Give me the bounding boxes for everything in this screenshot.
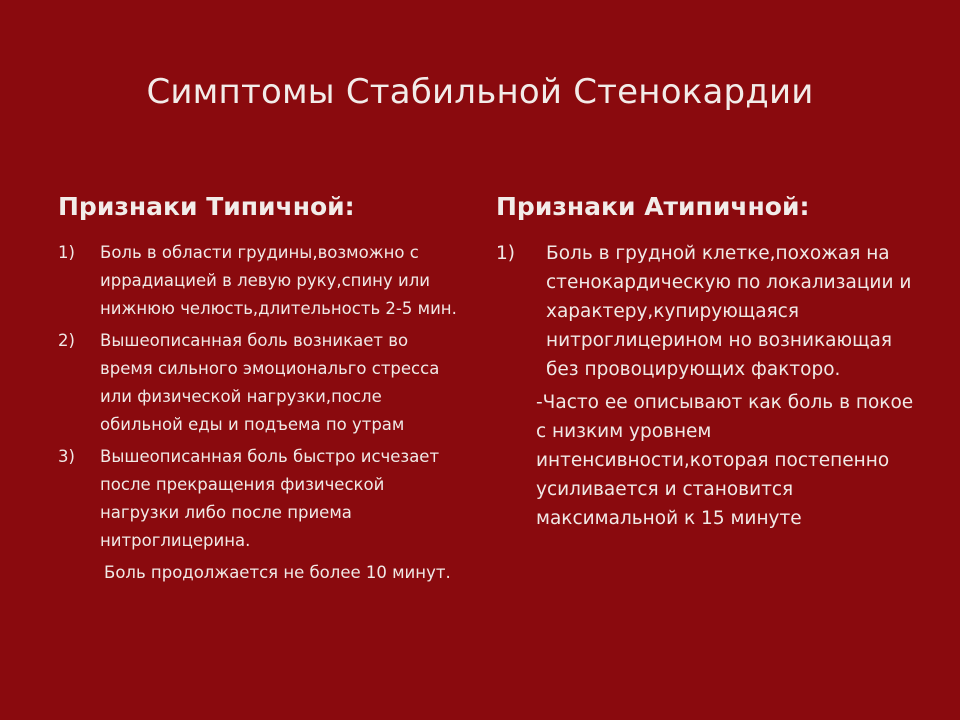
list-item (496, 239, 916, 384)
slide-title: Симптомы Стабильной Стенокардии (146, 72, 814, 112)
list-item (58, 239, 458, 323)
atypical-description-note: -Часто ее описывают как боль в покое с низким уровнем интенсивности,которая постепенно усиливается и становится максимальной к 15 минуте (536, 392, 914, 529)
typical-signs-list (58, 239, 458, 555)
list-item-text: Боль в грудной клетке,похожая на стенокардическую по локализации и характеру,купирующаяся нитроглицерином но возникающая без провоцирующих факторо. (546, 243, 912, 380)
list-item-number: 3) (58, 447, 75, 466)
typical-duration-note: Боль продолжается не более 10 минут. (104, 563, 451, 582)
list-item-number: 1) (58, 243, 75, 262)
typical-signs-column (58, 192, 458, 587)
list-item-number: 2) (58, 331, 75, 350)
atypical-signs-column (496, 192, 916, 533)
atypical-signs-heading: Признаки Атипичной: (496, 192, 810, 221)
list-item-text: Вышеописанная боль возникает во время сильного эмоциональго стресса или физической нагрузки,после обильной еды и подъема по утрам (100, 331, 440, 434)
list-item-text: Вышеописанная боль быстро исчезает после прекращения физической нагрузки либо после приема нитроглицерина. (100, 447, 440, 550)
list-item (58, 327, 458, 439)
list-item-text: Боль в области грудины,возможно с иррадиацией в левую руку,спину или нижнюю челюсть,длительность 2-5 мин. (100, 243, 457, 318)
list-item-number: 1) (496, 243, 515, 264)
list-item (58, 443, 458, 555)
atypical-signs-list (496, 239, 916, 384)
typical-signs-heading: Признаки Типичной: (58, 192, 355, 221)
